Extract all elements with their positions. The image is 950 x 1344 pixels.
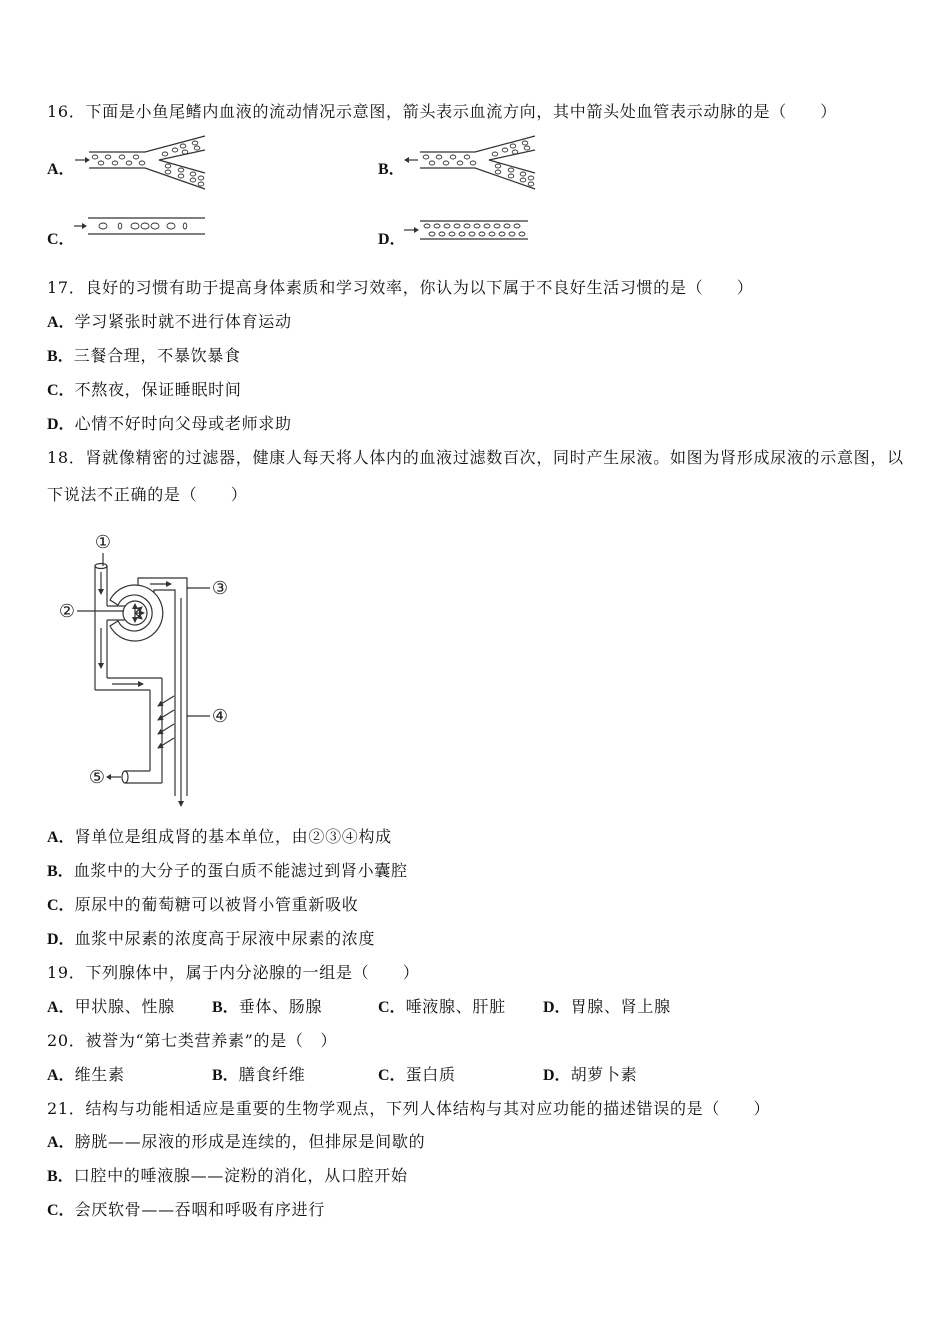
- option-text: 唾液腺、肝脏: [405, 997, 506, 1016]
- option-text: 心情不好时向父母或老师求助: [74, 414, 292, 433]
- option-letter: C．: [47, 1202, 75, 1219]
- figure-label-1: ①: [94, 532, 112, 553]
- q16-option-c-letter: C．: [47, 231, 75, 248]
- q17-option-c: [47, 380, 242, 401]
- option-letter: D．: [47, 931, 75, 948]
- option-text: 不熬夜，保证睡眠时间: [74, 380, 242, 399]
- option-letter: C．: [47, 382, 75, 399]
- q20-option-d: [543, 1065, 637, 1086]
- q19-option-d: [543, 997, 671, 1018]
- q17-option-a: [47, 312, 292, 333]
- blood-cells: [423, 141, 534, 186]
- blood-cells: [424, 224, 525, 236]
- option-text: 甲状腺、性腺: [74, 997, 175, 1016]
- option-text: 膳食纤维: [238, 1065, 306, 1084]
- option-text: 血浆中的大分子的蛋白质不能滤过到肾小囊腔: [73, 861, 408, 880]
- q20-stem: 20．被誉为“第七类营养素”的是（ ）: [47, 1031, 338, 1050]
- flow-arrow-right: [74, 223, 87, 229]
- branching-vessel-walls: [89, 136, 205, 189]
- option-letter: A．: [47, 1067, 75, 1084]
- q20-option-a: [47, 1065, 125, 1086]
- q16-stem: 16．下面是小鱼尾鳍内血液的流动情况示意图，箭头表示血流方向，其中箭头处血管表示动脉的是（ ）: [47, 102, 837, 121]
- q16-vessel-figure-b: [403, 133, 538, 193]
- option-text: 原尿中的葡萄糖可以被肾小管重新吸收: [74, 895, 359, 914]
- q16-option-a-letter: A．: [47, 161, 75, 178]
- reabsorption-arrows: [158, 696, 174, 748]
- q18-option-d: [47, 929, 375, 950]
- q18-option-a: [47, 827, 392, 848]
- option-text: 维生素: [74, 1065, 125, 1084]
- figure-label-3: ③: [211, 578, 229, 599]
- q16-vessel-figure-d: [403, 216, 531, 244]
- flow-arrow-right: [75, 157, 90, 163]
- q21-stem: 21．结构与功能相适应是重要的生物学观点，下列人体结构与其对应功能的描述错误的是（ ）: [47, 1099, 771, 1118]
- option-letter: A．: [47, 314, 75, 331]
- option-letter: B．: [47, 863, 74, 880]
- q17-stem: 17．良好的习惯有助于提高身体素质和学习效率，你认为以下属于不良好生活习惯的是（ ）: [47, 278, 754, 297]
- q17-option-d: [47, 414, 292, 435]
- option-text: 三餐合理，不暴饮暴食: [73, 346, 241, 365]
- q19-option-a: [47, 997, 175, 1018]
- option-letter: D．: [47, 416, 75, 433]
- option-letter: D．: [543, 1067, 571, 1084]
- outflow-arrow: [106, 774, 121, 780]
- option-text: 胡萝卜素: [570, 1065, 638, 1084]
- flow-arrow-right: [404, 227, 419, 233]
- option-text: 垂体、肠腺: [238, 997, 323, 1016]
- option-letter: A．: [47, 1134, 75, 1151]
- q18-option-c: [47, 895, 358, 916]
- option-text: 胃腺、肾上腺: [570, 997, 671, 1016]
- capillary-walls: [88, 218, 205, 234]
- q18-stem-line2: 下说法不正确的是（ ）: [47, 485, 248, 504]
- branching-vessel-walls: [420, 136, 535, 189]
- option-text: 口腔中的唾液腺——淀粉的消化，从口腔开始: [73, 1166, 408, 1185]
- option-text: 膀胱——尿液的形成是连续的，但排尿是间歇的: [74, 1132, 426, 1151]
- q18-stem-line1: 18．肾就像精密的过滤器，健康人每天将人体内的血液过滤数百次，同时产生尿液。如图为肾形成尿液的示意图，以: [47, 448, 904, 467]
- figure-label-5: ⑤: [88, 767, 106, 788]
- q21-option-b: [47, 1166, 408, 1187]
- q16-option-d-letter: D．: [378, 231, 406, 248]
- q19-option-c: [378, 997, 506, 1018]
- option-letter: C．: [47, 897, 75, 914]
- q21-option-c: [47, 1200, 325, 1221]
- q20-option-c: [378, 1065, 456, 1086]
- option-letter: A．: [47, 829, 75, 846]
- flow-arrow-left: [404, 157, 418, 163]
- q21-option-a: [47, 1132, 425, 1153]
- option-letter: C．: [378, 1067, 406, 1084]
- q19-option-b: [212, 997, 322, 1018]
- option-letter: D．: [543, 999, 571, 1016]
- q20-option-b: [212, 1065, 306, 1086]
- option-letter: A．: [47, 999, 75, 1016]
- option-letter: B．: [212, 1067, 239, 1084]
- option-text: 学习紧张时就不进行体育运动: [74, 312, 292, 331]
- figure-label-4: ④: [211, 706, 229, 727]
- option-letter: C．: [378, 999, 406, 1016]
- option-text: 会厌软骨——吞咽和呼吸有序进行: [74, 1200, 326, 1219]
- glomerulus: [123, 601, 147, 625]
- option-letter: B．: [47, 1168, 74, 1185]
- blood-cells-single-file: [99, 223, 187, 229]
- q16-vessel-figure-a: [73, 133, 208, 193]
- figure-label-2: ②: [58, 601, 76, 622]
- blood-cells: [92, 141, 204, 186]
- q16-vessel-figure-c: [73, 213, 208, 239]
- option-text: 血浆中尿素的浓度高于尿液中尿素的浓度: [74, 929, 376, 948]
- option-letter: B．: [212, 999, 239, 1016]
- option-text: 肾单位是组成肾的基本单位，由②③④构成: [74, 827, 392, 846]
- q19-stem: 19．下列腺体中，属于内分泌腺的一组是（ ）: [47, 963, 420, 982]
- option-letter: B．: [47, 348, 74, 365]
- q18-option-b: [47, 861, 408, 882]
- q16-option-b-letter: B．: [378, 161, 405, 178]
- nephron-diagram: [50, 528, 240, 810]
- option-text: 蛋白质: [405, 1065, 456, 1084]
- q17-option-b: [47, 346, 241, 367]
